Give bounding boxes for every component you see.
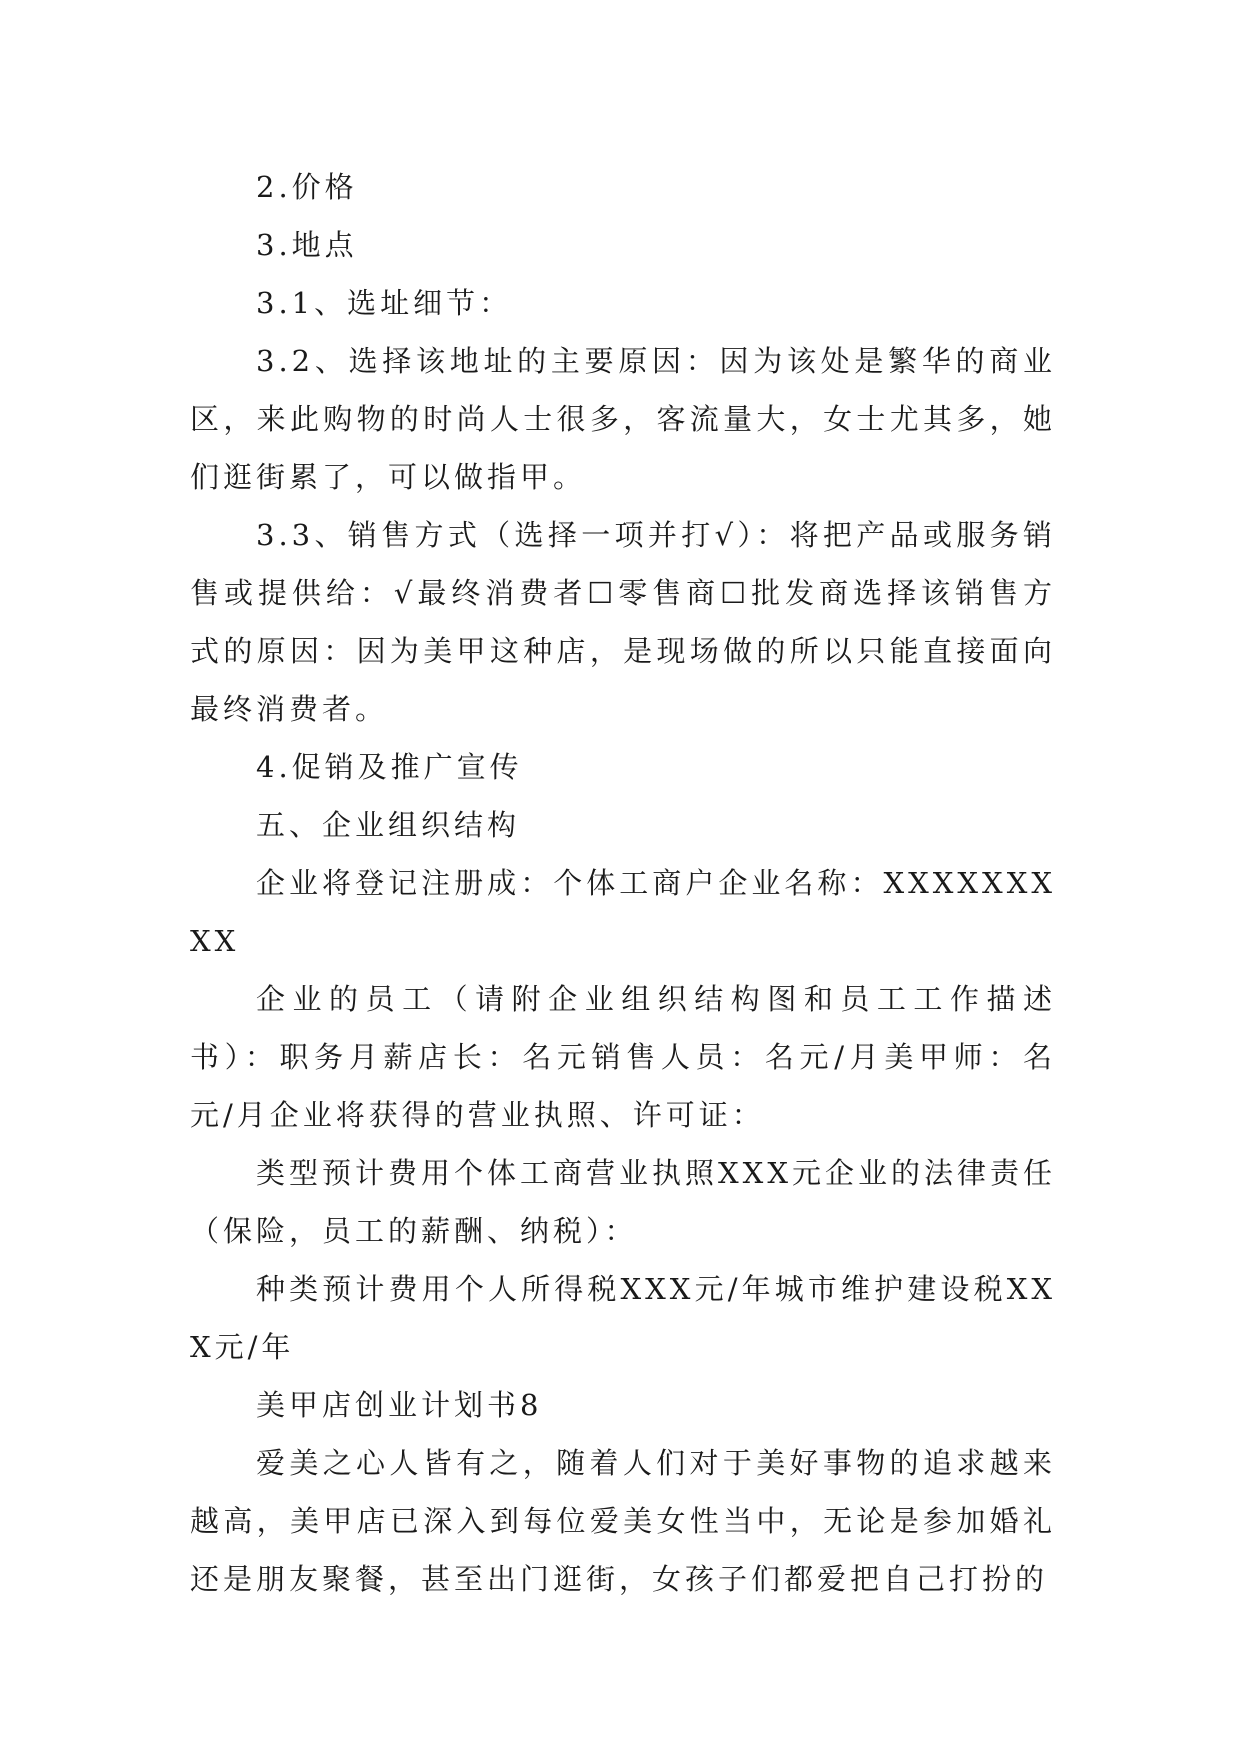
paragraph-site-reason: 3.2、选择该地址的主要原因：因为该处是繁华的商业区，来此购物的时尚人士很多，客流量大，女士尤其多，她们逛街累了，可以做指甲。 <box>190 344 1056 494</box>
paragraph-intro: 爱美之心人皆有之，随着人们对于美好事物的追求越来越高，美甲店已深入到每位爱美女性当中，无论是参加婚礼还是朋友聚餐，甚至出门逛街，女孩子们都爱把自己打扮的 <box>190 1446 1056 1596</box>
paragraph-location: 3.地点 <box>256 228 358 262</box>
document-body <box>190 158 1056 1608</box>
paragraph-registration: 企业将登记注册成：个体工商户企业名称：XXXXXXXXX <box>190 866 1056 958</box>
paragraph-staff: 企业的员工（请附企业组织结构图和员工工作描述书）：职务月薪店长：名元销售人员：名元/月美甲师：名元/月企业将获得的营业执照、许可证： <box>190 982 1056 1132</box>
paragraph-price: 2.价格 <box>256 170 358 204</box>
paragraph-license-cost: 类型预计费用个体工商营业执照XXX元企业的法律责任（保险，员工的薪酬、纳税）： <box>190 1156 1057 1248</box>
paragraph-site-details: 3.1、选址细节： <box>256 286 513 320</box>
paragraph-sales-method: 3.3、销售方式（选择一项并打√）：将把产品或服务销售或提供给：√最终消费者☐零售商☐批发商选择该销售方式的原因：因为美甲这种店，是现场做的所以只能直接面向最终消费者。 <box>190 518 1056 726</box>
paragraph-plan-title: 美甲店创业计划书8 <box>256 1388 543 1422</box>
section-heading-organization: 五、企业组织结构 <box>256 808 521 842</box>
paragraph-taxes: 种类预计费用个人所得税XXX元/年城市维护建设税XXX元/年 <box>190 1272 1056 1364</box>
paragraph-promotion: 4.促销及推广宣传 <box>256 750 523 784</box>
